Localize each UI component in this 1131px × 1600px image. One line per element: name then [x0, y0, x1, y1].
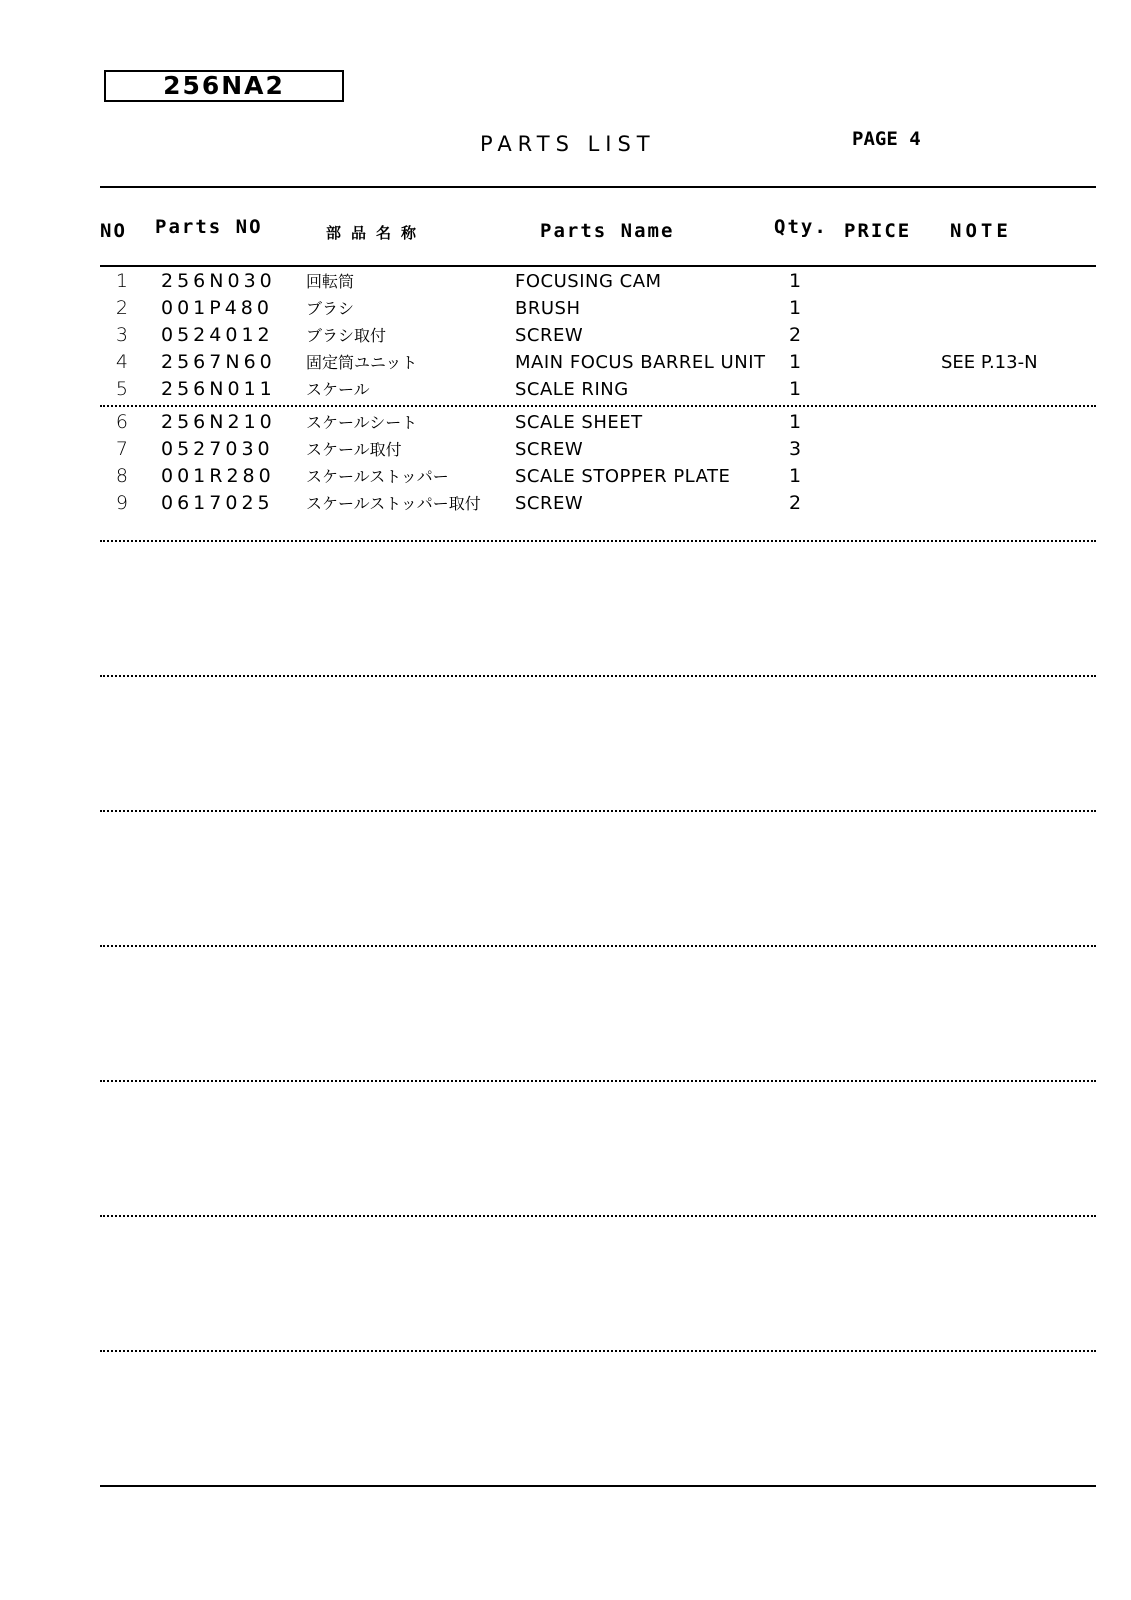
- row-jp-name: スケール取付: [306, 440, 402, 459]
- row-jp-name: スケールシート: [306, 413, 418, 432]
- col-header-jp-name: 部品名称: [326, 224, 427, 242]
- table-row: [0, 436, 1131, 463]
- table-row: [0, 376, 1131, 403]
- row-no: 5: [115, 378, 128, 400]
- table-row: [0, 268, 1131, 295]
- model-number-box: [104, 70, 344, 102]
- col-header-parts-name: Parts Name: [540, 220, 675, 242]
- col-header-parts-no: Parts NO: [155, 216, 263, 238]
- row-qty: 1: [788, 411, 802, 433]
- row-qty: 1: [788, 270, 802, 292]
- row-no: 7: [115, 438, 128, 460]
- row-parts-name: SCREW: [515, 493, 584, 514]
- header-rule: [100, 265, 1096, 267]
- row-parts-name: SCALE SHEET: [515, 412, 643, 433]
- row-no: 2: [115, 297, 128, 319]
- row-parts-name: SCALE STOPPER PLATE: [515, 466, 731, 487]
- row-no: 9: [115, 492, 128, 514]
- table-row: [0, 295, 1131, 322]
- row-parts-no: 0524012: [161, 324, 274, 346]
- row-parts-no: 2567N60: [161, 351, 276, 373]
- row-parts-name: SCREW: [515, 325, 584, 346]
- row-parts-no: 0617025: [161, 492, 274, 514]
- row-qty: 2: [788, 324, 802, 346]
- row-qty: 2: [788, 492, 802, 514]
- group-divider: [100, 405, 1096, 407]
- row-parts-no: 0527030: [161, 438, 274, 460]
- table-row: [0, 490, 1131, 517]
- row-no: 4: [115, 351, 128, 373]
- row-parts-name: SCALE RING: [515, 379, 629, 400]
- row-qty: 1: [788, 378, 802, 400]
- group-divider: [100, 540, 1096, 542]
- col-header-qty: Qty.: [774, 216, 828, 238]
- row-jp-name: 固定筒ユニット: [306, 353, 418, 372]
- row-no: 8: [115, 465, 128, 487]
- col-header-no: NO: [100, 220, 127, 242]
- group-divider: [100, 945, 1096, 947]
- table-row: [0, 322, 1131, 349]
- group-divider: [100, 1215, 1096, 1217]
- row-jp-name: ブラシ取付: [306, 326, 387, 345]
- row-jp-name: スケール: [306, 380, 370, 399]
- row-parts-name: SCREW: [515, 439, 584, 460]
- col-header-price: PRICE: [844, 220, 912, 242]
- row-qty: 3: [788, 438, 802, 460]
- document-title: PARTS LIST: [480, 132, 656, 156]
- row-jp-name: スケールストッパー: [306, 467, 449, 486]
- row-parts-name: MAIN FOCUS BARREL UNIT: [515, 352, 766, 373]
- row-parts-no: 256N030: [161, 270, 276, 292]
- row-parts-no: 001R280: [161, 465, 275, 487]
- row-no: 6: [115, 411, 128, 433]
- row-no: 1: [115, 270, 128, 292]
- row-jp-name: 回転筒: [306, 272, 355, 291]
- table-row: [0, 463, 1131, 490]
- table-row: [0, 409, 1131, 436]
- row-jp-name: ブラシ: [306, 299, 355, 318]
- bottom-rule: [100, 1485, 1096, 1487]
- row-qty: 1: [788, 465, 802, 487]
- group-divider: [100, 1350, 1096, 1352]
- table-row: [0, 349, 1131, 376]
- row-no: 3: [115, 324, 128, 346]
- row-note: SEE P.13-N: [941, 352, 1038, 373]
- group-divider: [100, 810, 1096, 812]
- model-number: 256NA2: [163, 71, 285, 100]
- row-jp-name: スケールストッパー取付: [306, 494, 481, 513]
- page-number: PAGE 4: [852, 128, 921, 150]
- group-divider: [100, 1080, 1096, 1082]
- row-parts-no: 256N011: [161, 378, 276, 400]
- top-rule: [100, 186, 1096, 188]
- col-header-note: NOTE: [950, 220, 1012, 242]
- row-qty: 1: [788, 297, 802, 319]
- row-qty: 1: [788, 351, 802, 373]
- group-divider: [100, 675, 1096, 677]
- row-parts-name: BRUSH: [515, 298, 581, 319]
- row-parts-no: 256N210: [161, 411, 276, 433]
- row-parts-name: FOCUSING CAM: [515, 271, 662, 292]
- row-parts-no: 001P480: [161, 297, 273, 319]
